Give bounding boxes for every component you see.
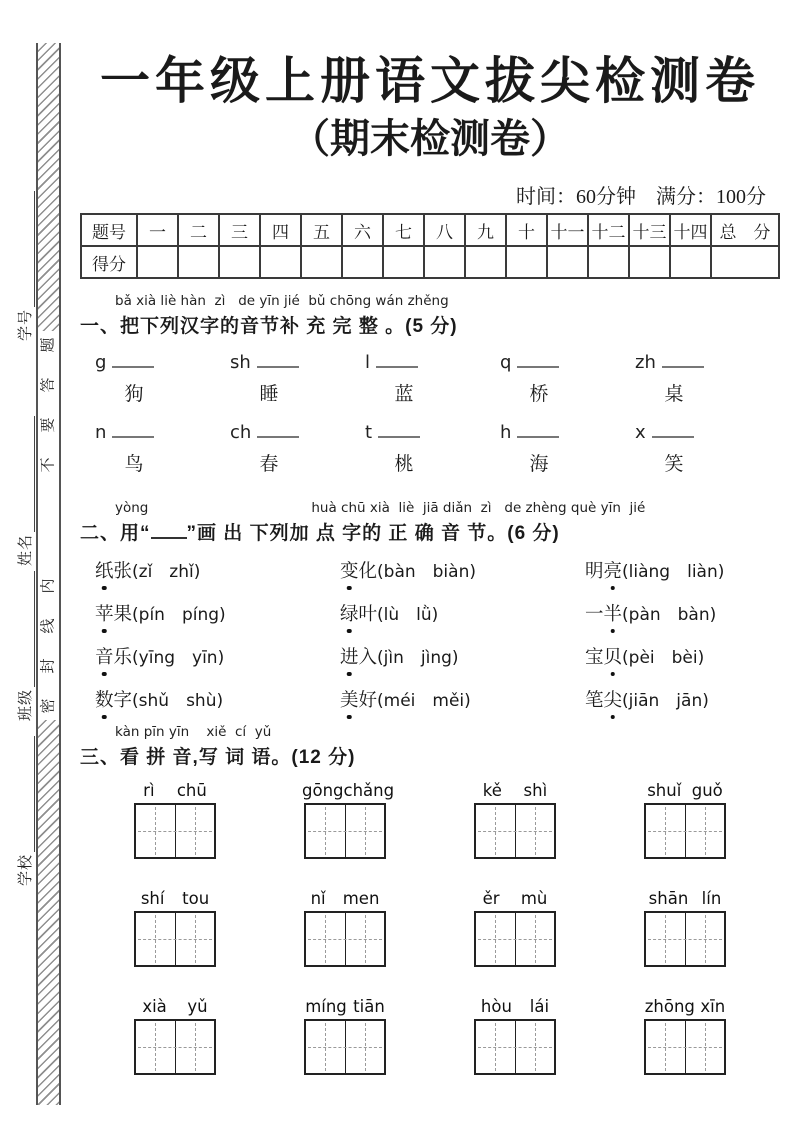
writing-box[interactable] [134,1019,216,1075]
write-word-item [90,997,260,1075]
seal-line-band [36,43,61,1105]
syllable-item [230,422,365,476]
syllable-blank[interactable] [257,362,299,368]
write-word-item [260,781,430,859]
dotted-char: 进 [340,643,359,669]
seal-line-text [38,331,59,720]
dotted-char: 绿 [340,600,359,626]
seal-char: 答 [40,377,57,393]
pinyin-options[interactable]: (yīng yīn) [132,648,225,668]
syllable-blank[interactable] [257,432,299,438]
section2-title: 二、用“ ”画 出 下列加 点 字的 正 确 音 节。(6 分) [80,523,560,544]
dotted-char: 数 [95,686,114,712]
score-header-cell: 十一 [547,214,588,246]
syllable-item [635,352,770,406]
score-table [80,213,780,279]
score-header-cell: 题号 [81,214,137,246]
writing-cell[interactable] [175,913,215,965]
write-word-item [600,889,770,967]
hanzi: 桃 [394,454,414,475]
section2-pinyin: yòng huà chū xià liè jiā diǎn zì de zhèng què yīn jié [115,500,646,516]
writing-box[interactable] [644,803,726,859]
syllable-item [95,422,230,476]
pinyin-choice-item: 苹果(pín píng) [95,600,340,626]
pinyin-options[interactable]: (shǔ shù) [132,691,224,711]
score-row-label: 得分 [81,246,137,278]
dotted-char: 半 [604,600,623,626]
write-word-item [260,889,430,967]
syllable-item [230,352,365,406]
score-header-cell: 十二 [588,214,629,246]
name-label: 姓名 [18,533,34,566]
syllable-blank[interactable] [517,362,559,368]
section2-items [80,557,780,712]
score-header-cell: 八 [424,214,465,246]
word-pinyin: gōng chǎng [302,781,395,800]
score-cell[interactable] [547,246,588,278]
score-header-cell: 三 [219,214,260,246]
pinyin-choice-item: 进入(jìn jìng) [340,643,585,669]
school-blank[interactable] [30,736,35,852]
pinyin-choice-item: 笔尖(jiān jān) [585,686,780,712]
score-header-cell: 五 [301,214,342,246]
section1-title: 一、把下列汉字的音节补 充 完 整 。(5 分) [80,316,458,337]
writing-cell[interactable] [476,913,515,965]
syllable-item [635,422,770,476]
syllable-blank[interactable] [376,362,418,368]
score-header-cell: 六 [342,214,383,246]
score-header-cell: 二 [178,214,219,246]
write-word-item [90,781,260,859]
hanzi: 桌 [664,384,684,405]
pinyin-options[interactable]: (pín píng) [132,605,226,625]
page-title: 一年级上册语文拔尖检测卷 [100,53,760,109]
score-cell[interactable] [670,246,711,278]
hanzi: 笑 [664,454,684,475]
syllable-initial: q [500,352,512,373]
pinyin-choice-item: 变化(bàn biàn) [340,557,585,583]
dotted-char: 纸 [95,557,114,583]
writing-cell[interactable] [175,805,215,857]
syllable-initial: zh [635,352,656,373]
word-pinyin: nǐ men [310,889,380,908]
seal-char: 内 [40,578,57,594]
dotted-char: 亮 [604,557,623,583]
writing-box[interactable] [134,803,216,859]
syllable-blank[interactable] [378,432,420,438]
writing-cell[interactable] [646,913,685,965]
score-cell[interactable] [629,246,670,278]
score-header-cell: 十四 [670,214,711,246]
section1-pinyin: bǎ xià liè hàn zì de yīn jié bǔ chōng wán zhěng [115,293,449,309]
score-table-header-row [81,214,779,246]
school-field [13,736,35,886]
hanzi: 海 [529,454,549,475]
syllable-item [500,352,635,406]
writing-box[interactable] [304,803,386,859]
writing-box[interactable] [644,911,726,967]
section3-items [80,781,780,1075]
pinyin-options[interactable]: (jiān jān) [622,691,709,711]
writing-cell[interactable] [685,805,725,857]
pinyin-options[interactable]: (méi měi) [377,691,471,711]
hanzi: 狗 [124,384,144,405]
pinyin-choice-item: 数字(shǔ shù) [95,686,340,712]
time-score-info: 时间：60分钟 满分：100分 [516,186,766,208]
writing-cell[interactable] [476,1021,515,1073]
syllable-initial: h [500,422,512,443]
syllable-blank[interactable] [652,432,694,438]
seal-char: 不 [40,457,57,473]
word-pinyin: xià yǔ [142,997,208,1016]
writing-box[interactable] [134,911,216,967]
pinyin-choice-item: 纸张(zǐ zhǐ) [95,557,340,583]
syllable-initial: g [95,352,107,373]
score-table-value-row [81,246,779,278]
score-cell[interactable] [301,246,342,278]
word-pinyin: shí tou [140,889,210,908]
dotted-char: 苹 [95,600,114,626]
syllable-item [95,352,230,406]
writing-cell[interactable] [175,1021,215,1073]
seal-char: 要 [40,417,57,433]
hanzi: 鸟 [124,454,144,475]
pinyin-choice-item: 美好(méi měi) [340,686,585,712]
syllable-initial: t [365,422,373,443]
word-pinyin: shuǐ guǒ [647,781,723,800]
seal-char: 线 [40,618,57,634]
hanzi: 春 [259,454,279,475]
main-content [80,52,780,1075]
name-blank[interactable] [30,416,35,532]
section3-pinyin: kàn pīn yīn xiě cí yǔ [115,724,272,740]
score-header-cell: 四 [260,214,301,246]
writing-cell[interactable] [345,913,385,965]
dotted-char: 贝 [604,643,623,669]
class-blank[interactable] [30,571,35,687]
word-pinyin: míng tiān [305,997,385,1016]
score-cell-total[interactable] [711,246,779,278]
syllable-item [365,422,500,476]
word-pinyin: rì chū [143,781,207,800]
score-header-cell: 一 [137,214,178,246]
score-header-cell: 十三 [629,214,670,246]
score-cell[interactable] [588,246,629,278]
pinyin-options[interactable]: (bàn biàn) [377,562,476,582]
write-word-item [90,889,260,967]
word-pinyin: shān lín [648,889,722,908]
writing-box[interactable] [644,1019,726,1075]
word-pinyin: zhōng xīn [644,997,726,1016]
writing-cell[interactable] [476,805,515,857]
seal-char: 密 [40,698,57,714]
word-pinyin: ěr mù [482,889,548,908]
seal-hatch-bottom [38,720,59,1105]
score-cell[interactable] [465,246,506,278]
class-label: 班级 [18,688,34,721]
seal-hatch-top [38,43,59,331]
pinyin-choice-item: 一半(pàn bàn) [585,600,780,626]
pinyin-choice-item: 绿叶(lù lǜ) [340,600,585,626]
word-pinyin: hòu lái [480,997,550,1016]
score-cell[interactable] [137,246,178,278]
writing-cell[interactable] [306,1021,345,1073]
pinyin-choice-item: 明亮(liàng liàn) [585,557,780,583]
pinyin-options[interactable]: (lù lǜ) [377,605,439,625]
section1-items [80,352,780,476]
pinyin-choice-item: 宝贝(pèi bèi) [585,643,780,669]
syllable-initial: l [365,352,371,373]
score-header-cell: 九 [465,214,506,246]
score-cell[interactable] [219,246,260,278]
dotted-char: 尖 [604,686,623,712]
hanzi: 桥 [529,384,549,405]
syllable-initial: sh [230,352,251,373]
writing-cell[interactable] [345,805,385,857]
syllable-blank[interactable] [112,362,154,368]
dotted-char: 变 [340,557,359,583]
writing-box[interactable] [474,911,556,967]
syllable-item [500,422,635,476]
writing-cell[interactable] [136,805,175,857]
seal-char: 封 [40,658,57,674]
score-header-cell: 十 [506,214,547,246]
dotted-char: 音 [95,643,114,669]
pinyin-options[interactable]: (zǐ zhǐ) [132,562,201,582]
writing-cell[interactable] [306,805,345,857]
pinyin-options[interactable]: (pàn bàn) [622,605,717,625]
writing-cell[interactable] [685,913,725,965]
syllable-blank[interactable] [112,432,154,438]
section3-title: 三、看 拼 音,写 词 语。(12 分) [80,747,356,768]
writing-cell[interactable] [136,1021,175,1073]
hanzi: 睡 [259,384,279,405]
syllable-item [365,352,500,406]
student-id-blank[interactable] [30,191,35,307]
writing-cell[interactable] [515,1021,555,1073]
syllable-blank[interactable] [517,432,559,438]
writing-cell[interactable] [515,805,555,857]
writing-cell[interactable] [685,1021,725,1073]
score-header-cell: 总 分 [711,214,779,246]
writing-box[interactable] [474,1019,556,1075]
dotted-char: 美 [340,686,359,712]
student-id-field [13,191,35,341]
syllable-initial: x [635,422,646,443]
score-cell[interactable] [424,246,465,278]
student-id-label: 学号 [18,308,34,341]
write-word-item [430,889,600,967]
score-cell[interactable] [342,246,383,278]
writing-cell[interactable] [306,913,345,965]
title-blank [151,533,187,539]
writing-cell[interactable] [646,1021,685,1073]
syllable-initial: n [95,422,107,443]
score-cell[interactable] [178,246,219,278]
school-label: 学校 [18,853,34,886]
seal-char: 题 [40,337,57,353]
writing-cell[interactable] [646,805,685,857]
write-word-item [430,997,600,1075]
page-subtitle: （期末检测卷） [290,116,570,161]
writing-box[interactable] [304,1019,386,1075]
pinyin-options[interactable]: (liàng liàn) [622,562,725,582]
name-field [13,416,35,566]
score-cell[interactable] [383,246,424,278]
pinyin-choice-item: 音乐(yīng yīn) [95,643,340,669]
writing-cell[interactable] [345,1021,385,1073]
write-word-item [260,997,430,1075]
score-cell[interactable] [260,246,301,278]
hanzi: 蓝 [394,384,414,405]
writing-box[interactable] [304,911,386,967]
word-pinyin: kě shì [482,781,548,800]
pinyin-options[interactable]: (pèi bèi) [622,648,705,668]
syllable-initial: ch [230,422,252,443]
pinyin-options[interactable]: (jìn jìng) [377,648,459,668]
syllable-blank[interactable] [662,362,704,368]
write-word-item [430,781,600,859]
write-word-item [600,997,770,1075]
writing-box[interactable] [474,803,556,859]
class-field [13,571,35,721]
write-word-item [600,781,770,859]
writing-cell[interactable] [515,913,555,965]
writing-cell[interactable] [136,913,175,965]
score-header-cell: 七 [383,214,424,246]
score-cell[interactable] [506,246,547,278]
